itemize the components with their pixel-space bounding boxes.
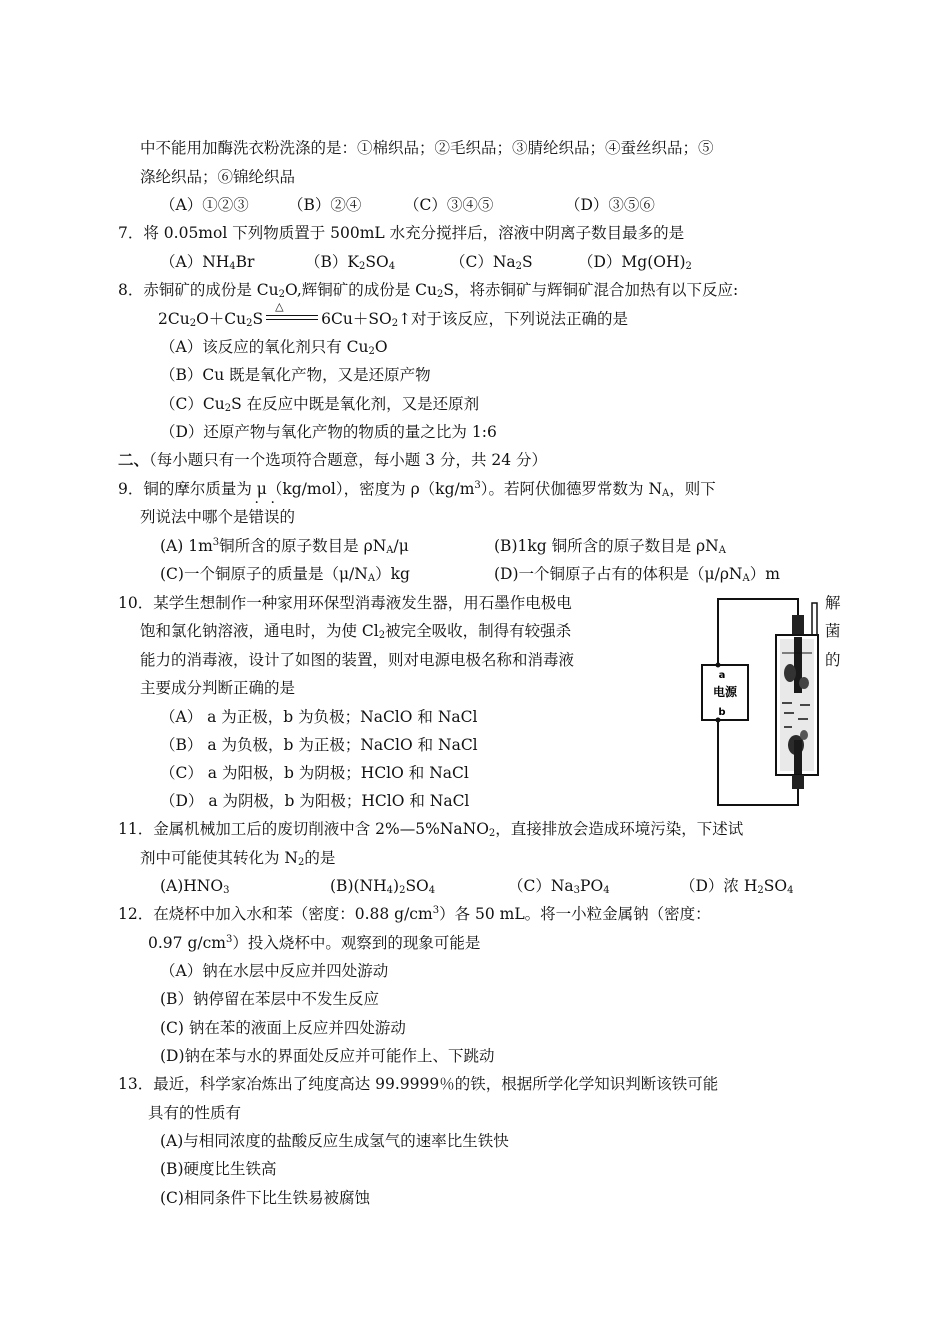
q6-stem-line2: 涤纶织品；⑥锦纶织品 — [140, 168, 296, 186]
q6-stem-line1: 中不能用加酶洗衣粉洗涤的是：①棉织品；②毛织品；③腈纶织品；④蚕丝织品；⑤ — [140, 139, 714, 157]
heat-condition-arrow — [263, 300, 321, 330]
q11-option-a: $(A)HNO_3$ — [160, 877, 230, 896]
q12-option-b: (B）钠停留在苯层中不发生反应 — [160, 990, 379, 1008]
terminal-a-label: a — [718, 670, 726, 681]
section-heading: 二、（每小题只有一个选项符合题意，每小题 3 分，共 24 分） — [118, 450, 548, 469]
q11-option-b: $(B)(NH_4)_2SO_4$ — [330, 877, 436, 896]
q10-stem-line3-end: 的 — [825, 651, 841, 669]
q13-option-c: (C)相同条件下比生铁易被腐蚀 — [160, 1189, 370, 1207]
q8-option-a: （A）该反应的氧化剂只有 $Cu_2O$ — [160, 338, 388, 357]
bottom-electrode-cap — [792, 775, 804, 789]
q12-option-c: (C) 钠在苯的液面上反应并四处游动 — [160, 1019, 406, 1037]
q10-option-c: （C） a 为阳极，b 为阴极；HClO 和 NaCl — [160, 764, 469, 782]
q7-stem: 7．将 0.05mol 下列物质置于 500mL 水充分搅拌后，溶液中阴离子数目最多的是 — [118, 224, 685, 242]
q6-option-a: （A）①②③ — [160, 196, 249, 214]
q6-option-c: （C）③④⑤ — [404, 196, 494, 214]
q11-option-d: （D）浓 $H_2SO_4$ — [680, 877, 794, 896]
q6-option-d: （D）③⑤⑥ — [565, 196, 655, 214]
q8-option-b: （B）Cu 既是氧化产物，又是还原产物 — [160, 366, 431, 384]
electrolysis-apparatus-diagram — [700, 595, 830, 810]
q12-option-d: (D)钠在苯与水的界面处反应并可能作上、下跳动 — [160, 1047, 495, 1065]
q12-stem-line2: 0.97 $g/cm^3$）投入烧杯中。观察到的现象可能是 — [148, 934, 481, 952]
q10-stem-line3: 能力的消毒液，设计了如图的装置，则对电源电极名称和消毒液 — [140, 651, 575, 669]
q10-stem-line1-end: 解 — [825, 594, 841, 612]
q11-option-c: $(C)Na_3PO_4$ — [508, 877, 610, 896]
q10-stem-line2-end: 菌 — [825, 622, 841, 640]
q12-stem-line1: 12．在烧杯中加入水和苯（密度：0.88 $g/cm^3$）各 50 mL。将一小粒金属钠（密度： — [118, 905, 711, 923]
q10-option-b: （B） a 为负极，b 为正极；NaClO 和 NaCl — [160, 736, 478, 754]
terminal-b-label: b — [718, 707, 726, 718]
q7-option-d: $(D)Mg(OH)_2$ — [578, 253, 692, 272]
q7-option-a: $(A)NH_4Br$ — [160, 253, 255, 272]
top-electrode-cap — [792, 615, 804, 637]
q6-option-b: （B）②④ — [288, 196, 362, 214]
q10-stem-line2: 饱和氯化钠溶液，通电时，为使 $Cl_2$被完全吸收，制得有较强杀 — [140, 622, 572, 641]
lower-graphite-electrode — [794, 740, 802, 774]
q10-stem-line4: 主要成分判断正确的是 — [140, 679, 296, 697]
q10-option-d: （D） a 为阴极，b 为阳极；HClO 和 NaCl — [160, 792, 470, 810]
q13-stem-line2: 具有的性质有 — [148, 1104, 242, 1122]
q7-option-c: $(C)Na_2S$ — [450, 253, 533, 272]
q13-option-b: (B)硬度比生铁高 — [160, 1160, 277, 1178]
emphasis-dots: 错误 · · — [248, 495, 280, 526]
q8-stem: 8．赤铜矿的成份是 $Cu_2O$,辉铜矿的成份是 $Cu_2S$，将赤铜矿与辉铜矿混合加热有以下反应: — [118, 281, 739, 300]
q12-option-a: （A）钠在水层中反应并四处游动 — [160, 962, 389, 980]
q13-option-a: (A)与相同浓度的盐酸反应生成氢气的速率比生铁快 — [160, 1132, 509, 1150]
power-supply-label: 电源 — [712, 685, 738, 699]
q9-stem-line2: 列说法中哪个是错误 · · 的 — [140, 495, 296, 526]
q11-stem-line1: 11．金属机械加工后的废切削液中含 2%—5%NaNO$_2$，直接排放会造成环境污染，下述试 — [118, 820, 744, 839]
q8-equation: $2Cu_2O+Cu_2S$ △ $6Cu+SO_2↑$对于该反应，下列说法正确的是 — [158, 308, 628, 330]
q9-option-b: (B)1kg 铜所含的原子数目是 $\rho N_A$ — [494, 537, 726, 556]
q9-option-c: (C)一个铜原子的质量是$(\mu/N_A)kg$ — [160, 565, 410, 584]
gas-outlet-tube — [812, 603, 817, 637]
q8-option-c: $(C)Cu_2S$ 在反应中既是氧化剂，又是还原剂 — [160, 395, 480, 414]
q7-option-b: $(B)K_2SO_4$ — [305, 253, 396, 272]
q9-stem: 9．铜的摩尔质量为 μ（kg/mol），密度为 $\rho(kg/m^3)$。若阿伏伽德罗常数为 $N_A$，则下 — [118, 480, 716, 499]
q11-stem-line2: 剂中可能使其转化为 $N_2$的是 — [140, 849, 336, 868]
q10-stem-line1: 10．某学生想制作一种家用环保型消毒液发生器，用石墨作电极电 — [118, 594, 572, 612]
q8-option-d: （D）还原产物与氧化产物的物质的量之比为 1:6 — [160, 423, 497, 441]
q13-stem-line1: 13．最近，科学家冶炼出了纯度高达 99.9999％的铁，根据所学化学知识判断该铁可能 — [118, 1075, 719, 1093]
q9-option-a: (A) $1m^3$铜所含的原子数目是 $\rho N_A/\mu$ — [160, 537, 409, 556]
heat-triangle-icon: △ — [275, 300, 284, 313]
q9-option-d: (D)一个铜原子占有的体积是$(\mu/\rho N_A)m$ — [494, 565, 780, 584]
q10-option-a: （A） a 为正极，b 为负极；NaClO 和 NaCl — [160, 708, 478, 726]
